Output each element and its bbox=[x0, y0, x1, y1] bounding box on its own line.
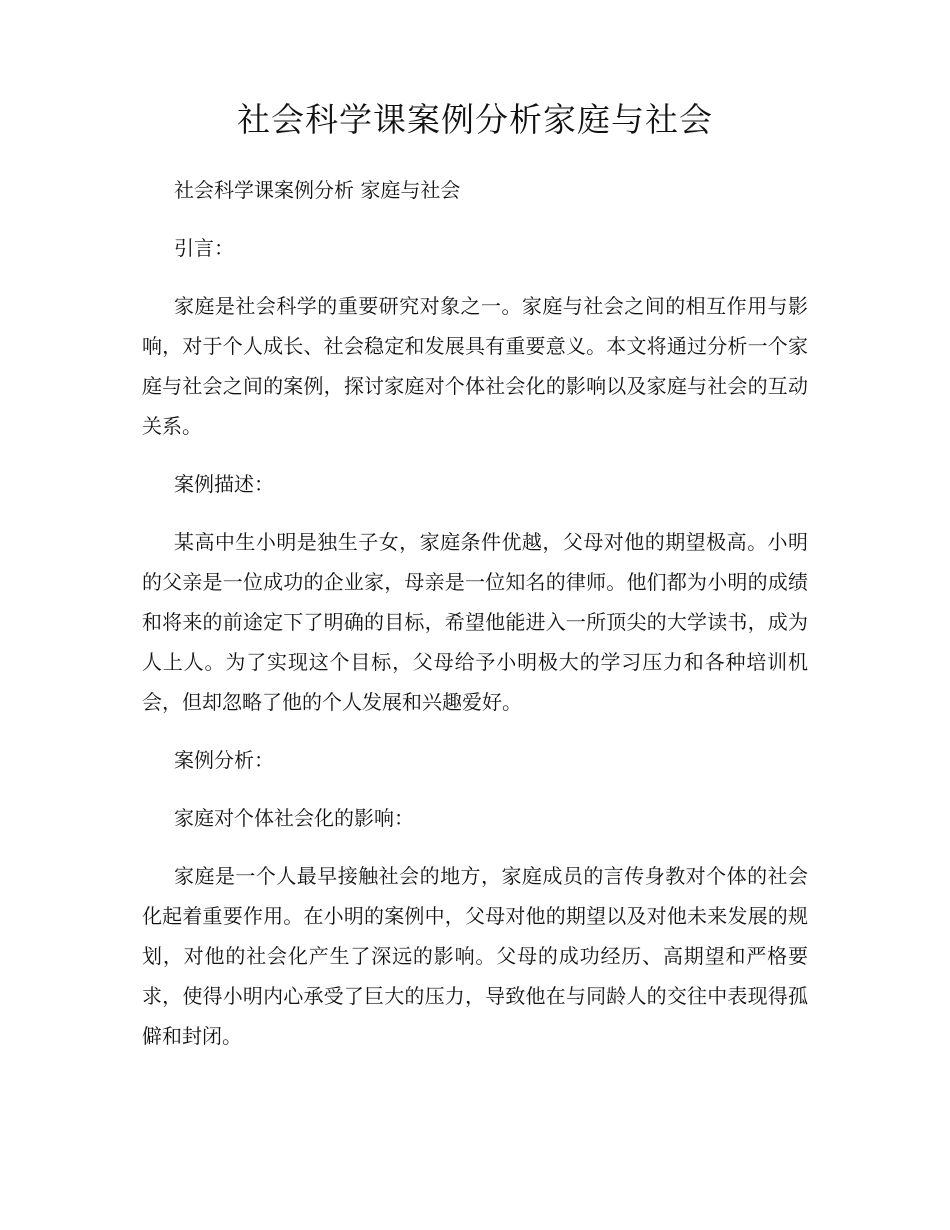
section-heading-case-description: 案例描述： bbox=[174, 472, 274, 496]
introduction-paragraph: 家庭是社会科学的重要研究对象之一。家庭与社会之间的相互作用与影响，对于个人成长、社会稳定和发展具有重要意义。本文将通过分析一个家庭与社会之间的案例，探讨家庭对个体社会化的影响以及家庭与社会的互动关系。 bbox=[142, 294, 808, 438]
document-title: 社会科学课案例分析家庭与社会 bbox=[237, 100, 713, 139]
subtitle-paragraph: 社会科学课案例分析 家庭与社会 bbox=[174, 178, 461, 202]
case-description-paragraph: 某高中生小明是独生子女，家庭条件优越，父母对他的期望极高。小明的父亲是一位成功的企业家，母亲是一位知名的律师。他们都为小明的成绩和将来的前途定下了明确的目标，希望他能进入一所顶尖的大学读书，成为人上人。为了实现这个目标，父母给予小明极大的学习压力和各种培训机会，但却忽略了他的个人发展和兴趣爱好。 bbox=[142, 530, 808, 714]
document-body bbox=[142, 170, 808, 1056]
subsection-heading-family-influence: 家庭对个体社会化的影响： bbox=[174, 806, 414, 830]
section-heading-introduction: 引言： bbox=[174, 236, 234, 260]
family-influence-paragraph: 家庭是一个人最早接触社会的地方，家庭成员的言传身教对个体的社会化起着重要作用。在小明的案例中，父母对他的期望以及对他未来发展的规划，对他的社会化产生了深远的影响。父母的成功经历、高期望和严格要求，使得小明内心承受了巨大的压力，导致他在与同龄人的交往中表现得孤僻和封闭。 bbox=[142, 864, 808, 1048]
section-heading-case-analysis: 案例分析： bbox=[174, 748, 274, 772]
